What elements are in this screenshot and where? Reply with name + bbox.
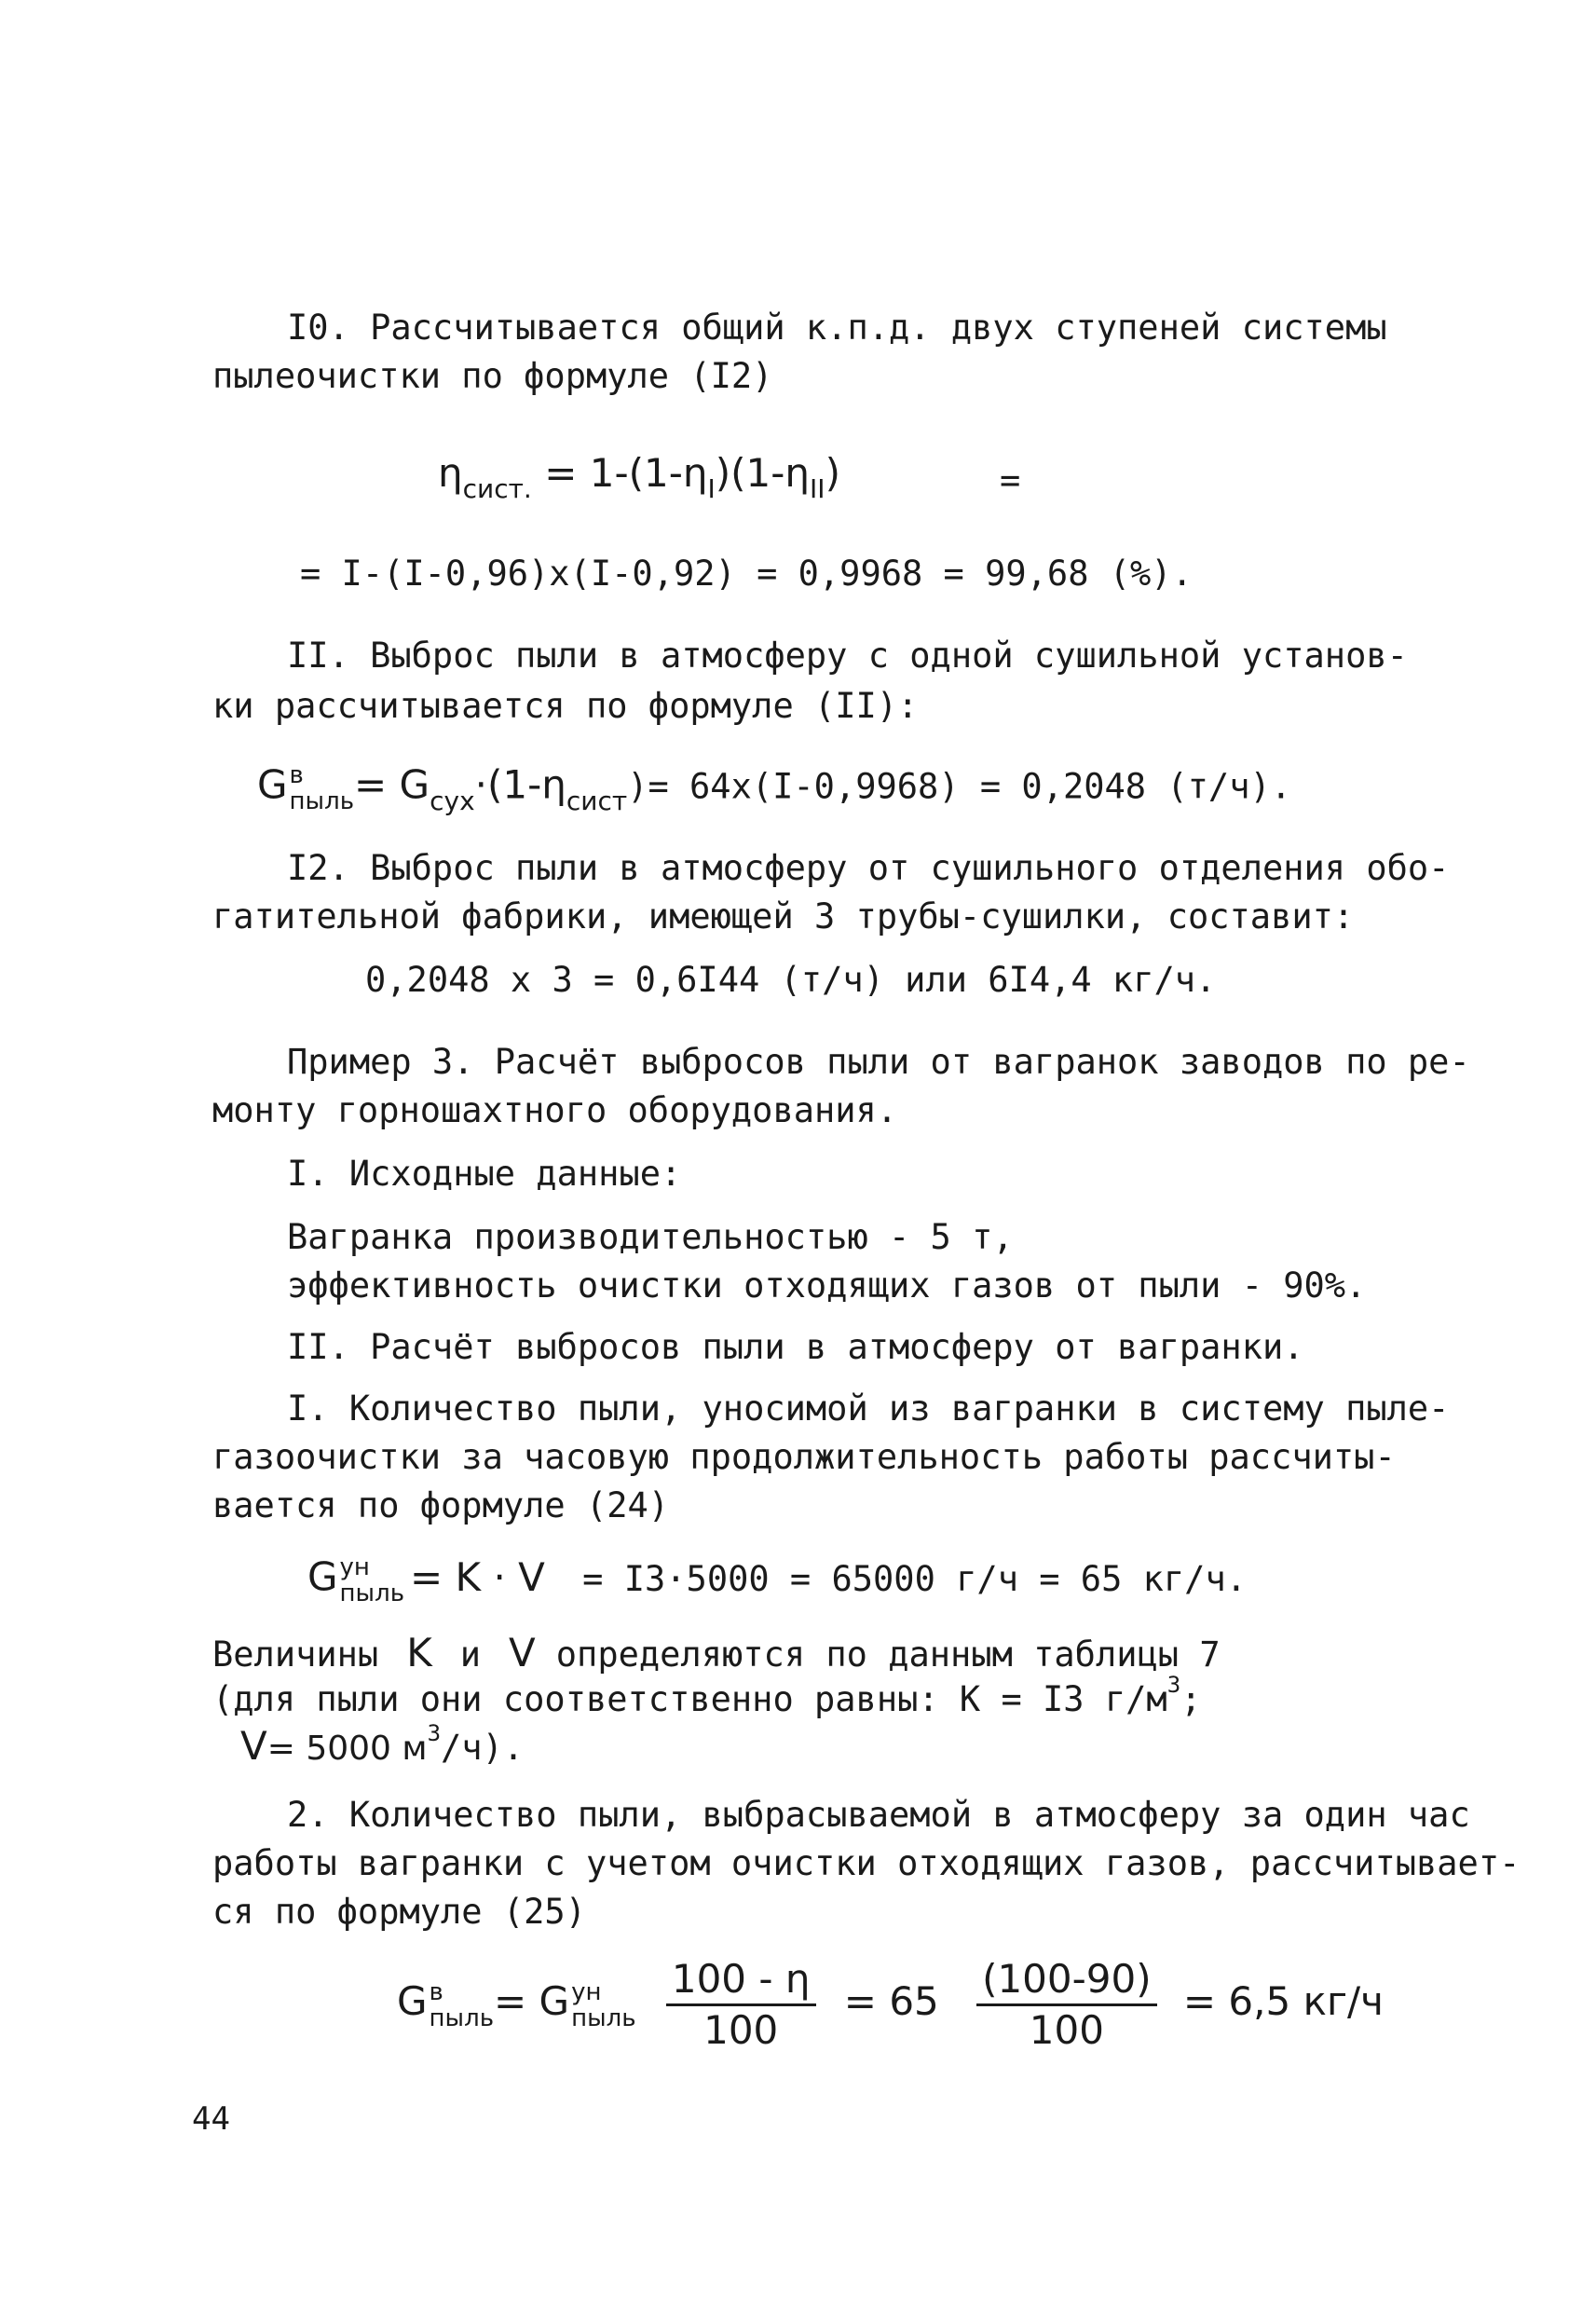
fraction-1: $\frac{100 - \eta}{100}$	[666, 1955, 816, 2055]
item1-line3: вается по формуле (24)	[212, 1485, 670, 1525]
page-number: 44	[192, 2100, 230, 2138]
item12-line2: гатительной фабрики, имеющей 3 трубы-сушилки, составит:	[212, 896, 1355, 937]
item10-calc: = I-(I-0,96)x(I-0,92) = 0,9968 = 99,68 (%).	[300, 554, 1193, 594]
item10-formula-equals: =	[1000, 460, 1021, 500]
example3-line1: Пример 3. Расчёт выбросов пыли от вагранок заводов по ре-	[287, 1042, 1470, 1082]
item2-line3: ся по формуле (25)	[212, 1892, 586, 1932]
item11-formula: G в пыль = $G_{сух}\cdot(1-\eta_{сист})= 64x(I-0,9968) = 0,2048$ (т/ч).	[257, 761, 1292, 816]
item1-note3: V= 5000 $м^3/ч$).	[240, 1720, 525, 1769]
item12-line3: 0,2048 x 3 = 0,6I44 (т/ч) или 6I4,4 кг/ч.	[365, 960, 1217, 1000]
item11-line1: II. Выброс пыли в атмосферу с одной сушильной установ-	[287, 636, 1408, 676]
item2-line2: работы вагранки с учетом очистки отходящих газов, рассчитывает-	[212, 1843, 1521, 1883]
item10-line1: I0. Рассчитывается общий к.п.д. двух ступеней системы	[287, 308, 1387, 348]
item1-note1: Величины K и V определяются по данным таблицы 7	[212, 1630, 1221, 1675]
item11-line2: ки рассчитывается по формуле (II):	[212, 686, 919, 726]
section2-title: II. Расчёт выбросов пыли в атмосферу от вагранки.	[287, 1327, 1304, 1367]
item2-formula: G в пыль = G ун пыль $\frac{100 - \eta}{100}$ = 65 $\frac{(100-90)}{100}$ = 6,5 кг/ч	[397, 1956, 1384, 2053]
item2-line1: 2. Количество пыли, выбрасываемой в атмосферу за один час	[287, 1795, 1470, 1835]
item10-line2: пылеочистки по формуле (I2)	[212, 356, 773, 396]
section1-line2: эффективность очистки отходящих газов от пыли - 90%.	[287, 1265, 1367, 1306]
section1-title: I. Исходные данные:	[287, 1154, 682, 1194]
item1-line1: I. Количество пыли, уносимой из вагранки в систему пыле-	[287, 1388, 1450, 1429]
fraction-2: $\frac{(100-90)}{100}$	[976, 1955, 1157, 2055]
example3-line2: монту горношахтного оборудования.	[212, 1090, 898, 1130]
item1-formula: G ун пыль = K · V = I3·5000 = 65000 г/ч = 65 кг/ч.	[307, 1553, 1247, 1607]
item10-formula: $\eta_{сист.} = 1-(1-\eta_I)(1-\eta_{II})$	[438, 450, 840, 504]
item1-line2: газоочистки за часовую продолжительность работы рассчиты-	[212, 1437, 1396, 1477]
section1-line1: Вагранка производительностью - 5 т,	[287, 1217, 1014, 1257]
item12-line1: I2. Выброс пыли в атмосферу от сушильного отделения обо-	[287, 848, 1450, 888]
item1-note2: (для пыли они соответственно равны: K = I3 $г/м^3$;	[212, 1672, 1202, 1719]
